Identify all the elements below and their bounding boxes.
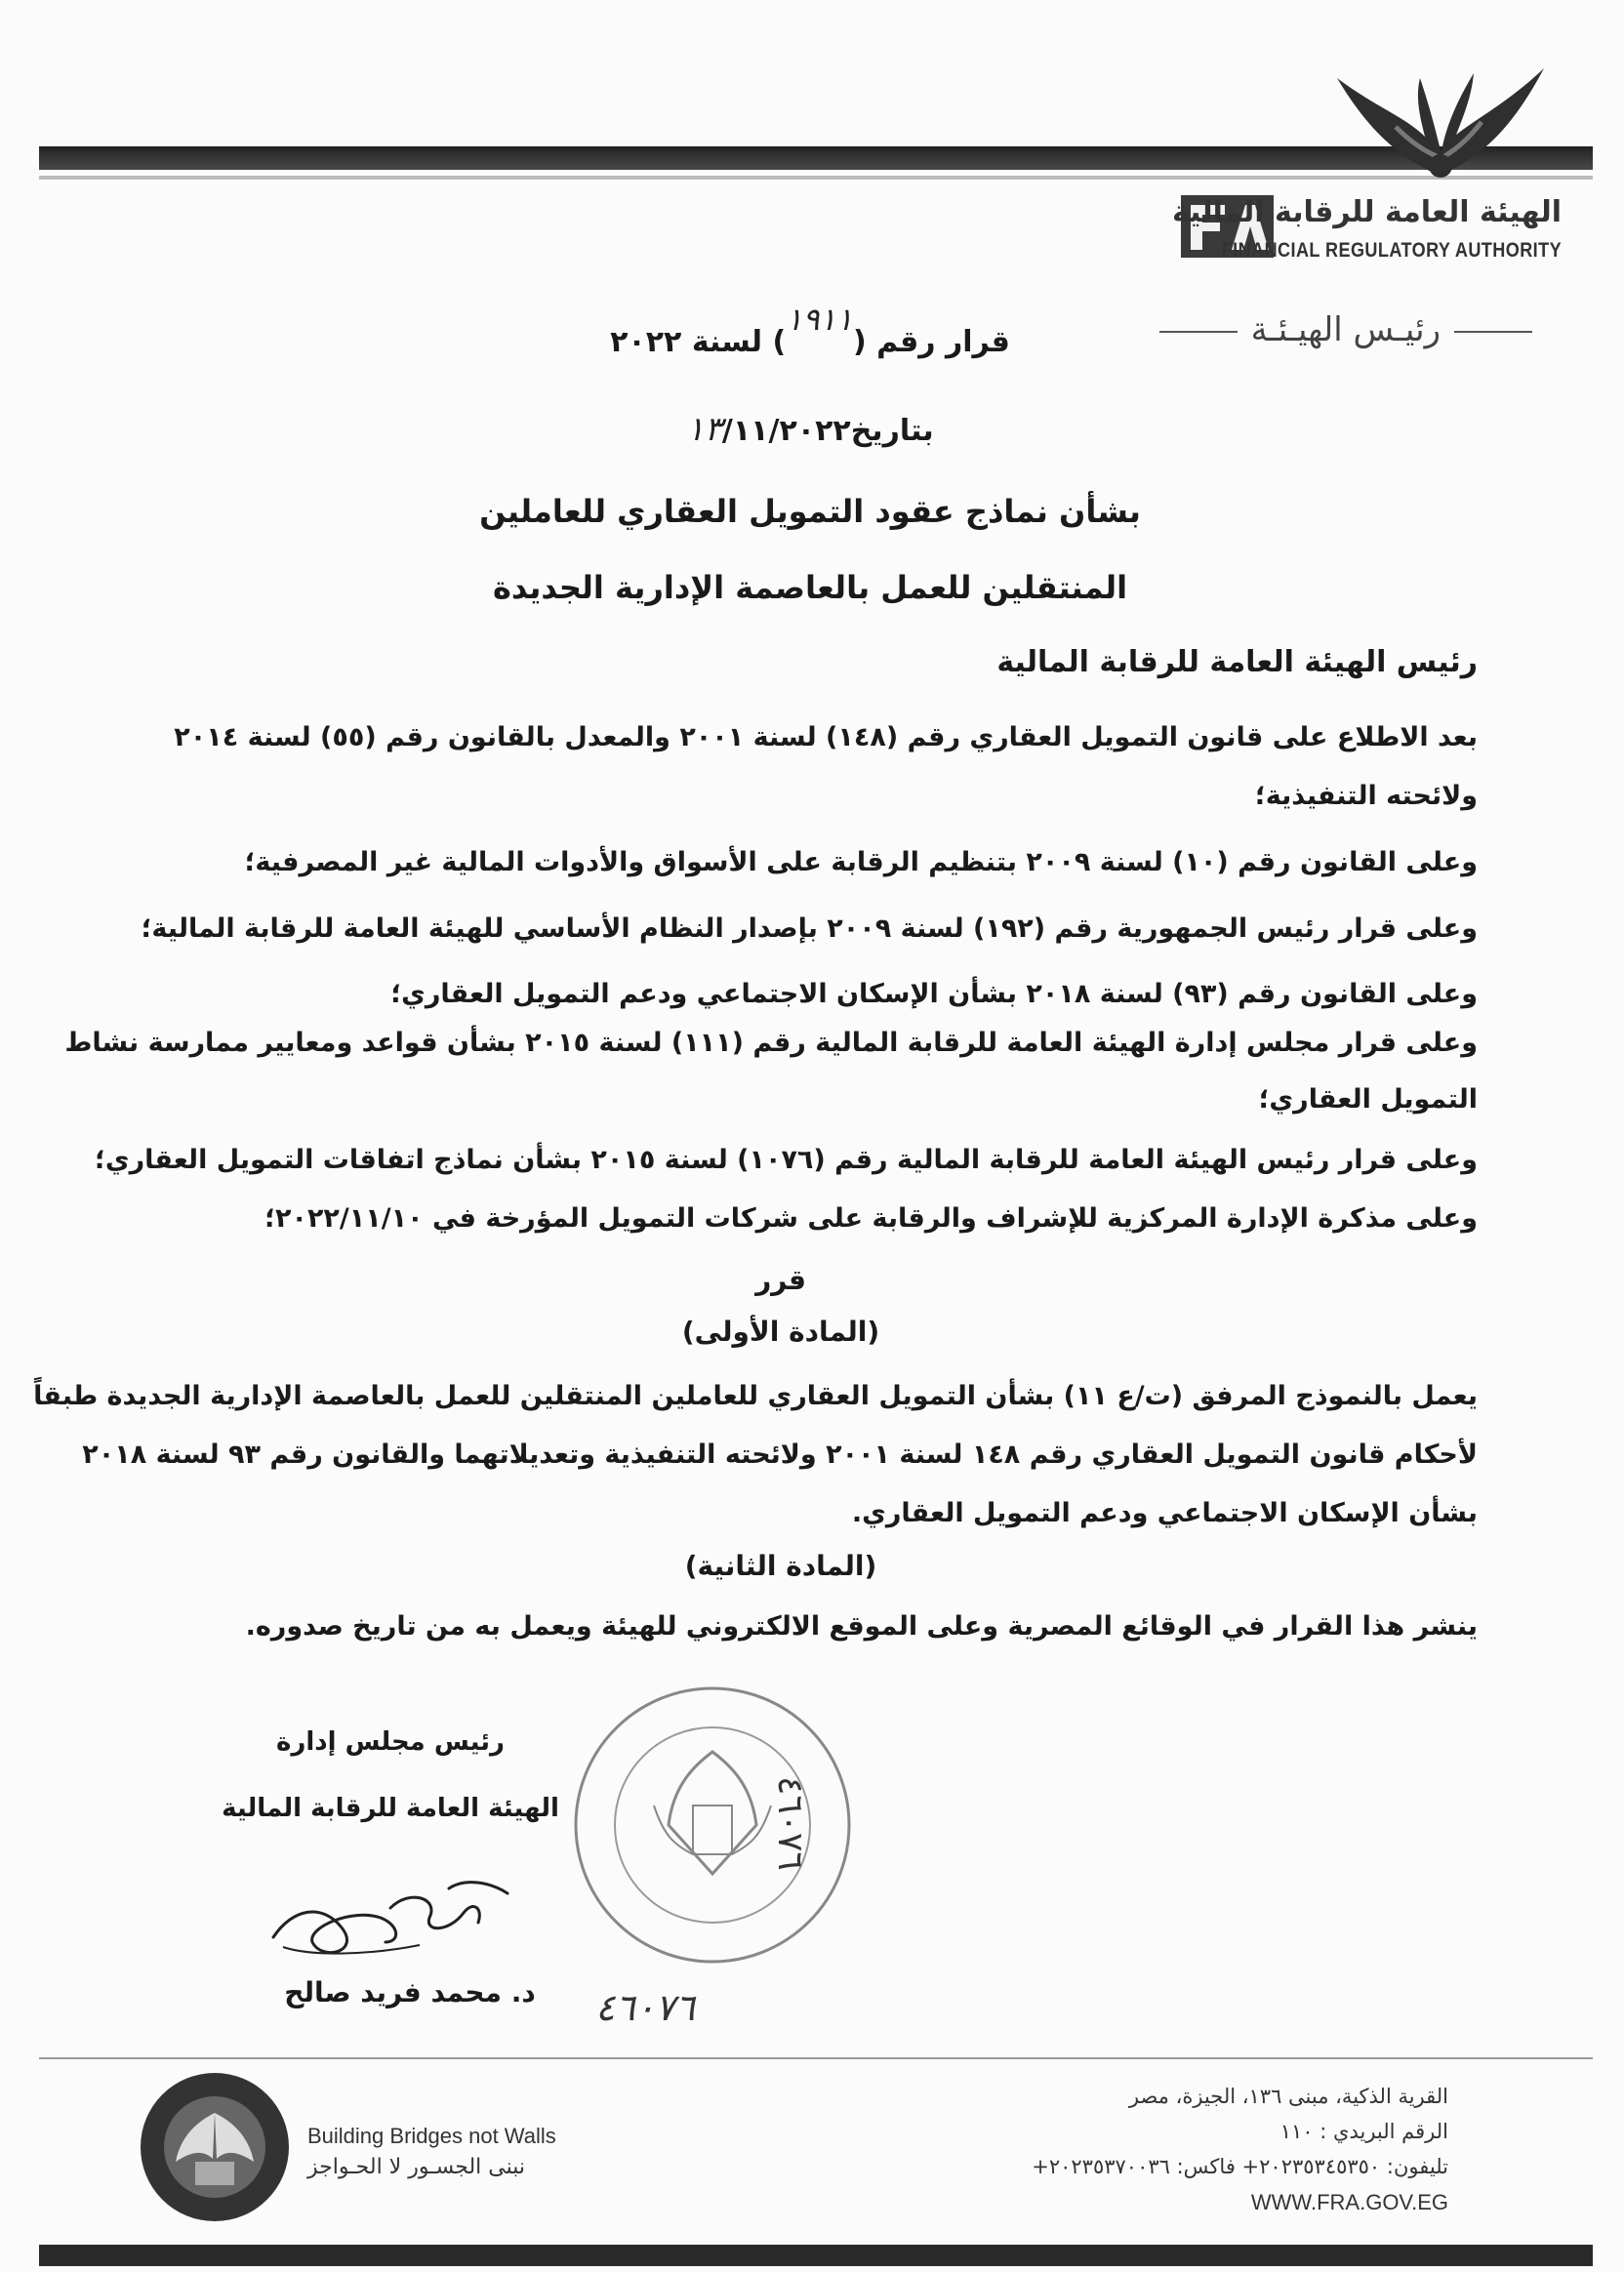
decree-subject-line1: بشأن نماذج عقود التمويل العقاري للعاملين bbox=[479, 493, 1141, 530]
preamble-p2: وعلى القانون رقم (١٠) لسنة ٢٠٠٩ بتنظيم الرقابة على الأسواق والأدوات المالية غير المصرفية؛ bbox=[244, 847, 1478, 877]
preamble-p7: وعلى مذكرة الإدارة المركزية للإشراف والرقابة على شركات التمويل المؤرخة في ٢٠٢٢/١١/١٠؛ bbox=[264, 1203, 1478, 1234]
eagle-icon bbox=[1327, 59, 1552, 205]
decree-number-handwritten: ١٩١١ bbox=[786, 301, 853, 338]
footer-address: القرية الذكية، مبنى ١٣٦، الجيزة، مصر bbox=[1128, 2085, 1448, 2108]
stamp-handwritten-number: ٤٦٠٧٦ bbox=[595, 1986, 696, 2029]
preamble-p6: وعلى قرار رئيس الهيئة العامة للرقابة المالية رقم (١٠٧٦) لسنة ٢٠١٥ بشأن نماذج اتفاقات التمويل العقاري؛ bbox=[95, 1145, 1478, 1175]
preamble-p4: وعلى القانون رقم (٩٣) لسنة ٢٠١٨ بشأن الإسكان الاجتماعي ودعم التمويل العقاري؛ bbox=[390, 979, 1478, 1009]
footer-postal: الرقم البريدي : ١١٠ bbox=[1279, 2120, 1448, 2143]
article2-line1: ينشر هذا القرار في الوقائع المصرية وعلى الموقع الالكتروني للهيئة ويعمل به من تاريخ صدوره. bbox=[245, 1611, 1478, 1642]
handwritten-signature bbox=[254, 1849, 547, 1967]
preamble-p1-line2: ولائحته التنفيذية؛ bbox=[1254, 781, 1478, 811]
fra-logo bbox=[1161, 59, 1571, 264]
signatory-title: رئيس مجلس إدارة الهيئة العامة للرقابة المالية bbox=[222, 1727, 559, 1823]
decree-subject-line2: المنتقلين للعمل بالعاصمة الإدارية الجديدة bbox=[492, 569, 1128, 606]
preamble-p3: وعلى قرار رئيس الجمهورية رقم (١٩٢) لسنة ٢٠٠٩ بإصدار النظام الأساسي للهيئة العامة للرقابة المالية؛ bbox=[141, 913, 1478, 944]
preamble-p5-line1: وعلى قرار مجلس إدارة الهيئة العامة للرقابة المالية رقم (١١١) لسنة ٢٠١٥ بشأن قواعد ومعايير ممارسة نشاط bbox=[64, 1028, 1478, 1058]
article1-title: (المادة الأولى) bbox=[681, 1316, 880, 1348]
authority-name-arabic: الهيئة العامة للرقابة المالية bbox=[1171, 195, 1562, 229]
decree-number: قرار رقم (١٩١١) لسنة ٢٠٢٢ bbox=[610, 301, 1010, 359]
preamble-p5-line2: التمويل العقاري؛ bbox=[1258, 1084, 1478, 1115]
slogan-english: Building Bridges not Walls bbox=[307, 2124, 556, 2148]
issuer-heading: رئيس الهيئة العامة للرقابة المالية bbox=[996, 645, 1478, 679]
footer-website[interactable]: WWW.FRA.GOV.EG bbox=[1250, 2190, 1448, 2214]
decree-date-handwritten: ١٣ bbox=[686, 410, 722, 449]
article2-title: (المادة الثانية) bbox=[684, 1550, 877, 1582]
chairman-label: رئيـس الهيـئـة bbox=[1146, 310, 1546, 349]
footer-bar bbox=[39, 2245, 1593, 2266]
official-stamp bbox=[566, 1679, 859, 1971]
preamble-p1-line1: بعد الاطلاع على قانون التمويل العقاري رقم (١٤٨) لسنة ٢٠٠١ والمعدل بالقانون رقم (٥٥) لسنة ٢٠١٤ bbox=[174, 722, 1478, 752]
decided-heading: قرر bbox=[755, 1264, 806, 1296]
footer-divider bbox=[39, 2057, 1593, 2059]
stamp-side-number: ٤٦٠٧٦ bbox=[770, 1776, 810, 1871]
article1-line3: بشأن الإسكان الاجتماعي ودعم التمويل العقاري. bbox=[851, 1498, 1478, 1528]
footer-phones: تليفون: ٢٠٢٣٥٣٤٥٣٥٠+ فاكس: ٢٠٢٣٥٣٧٠٠٣٦+ bbox=[1032, 2155, 1448, 2178]
slogan-arabic: نبنى الجسـور لا الحـواجز bbox=[307, 2155, 526, 2179]
fra-seal-icon bbox=[137, 2069, 293, 2225]
signatory-name: د. محمد فريد صالح bbox=[284, 1976, 536, 2008]
article1-line2: لأحكام قانون التمويل العقاري رقم ١٤٨ لسنة ٢٠٠١ ولائحته التنفيذية وتعديلاتهما والقانون رقم ٩٣ لسنة ٢٠١٨ bbox=[82, 1440, 1478, 1470]
article1-line1: يعمل بالنموذج المرفق (ت/ع ١١) بشأن التمويل العقاري للعاملين المنتقلين للعمل بالعاصمة الإدارية الجديدة طبقاً bbox=[33, 1381, 1478, 1411]
authority-name-english: FINANCIAL REGULATORY AUTHORITY bbox=[1221, 239, 1562, 262]
decree-date: بتاريخ١٣/١١/٢٠٢٢ bbox=[686, 410, 934, 449]
